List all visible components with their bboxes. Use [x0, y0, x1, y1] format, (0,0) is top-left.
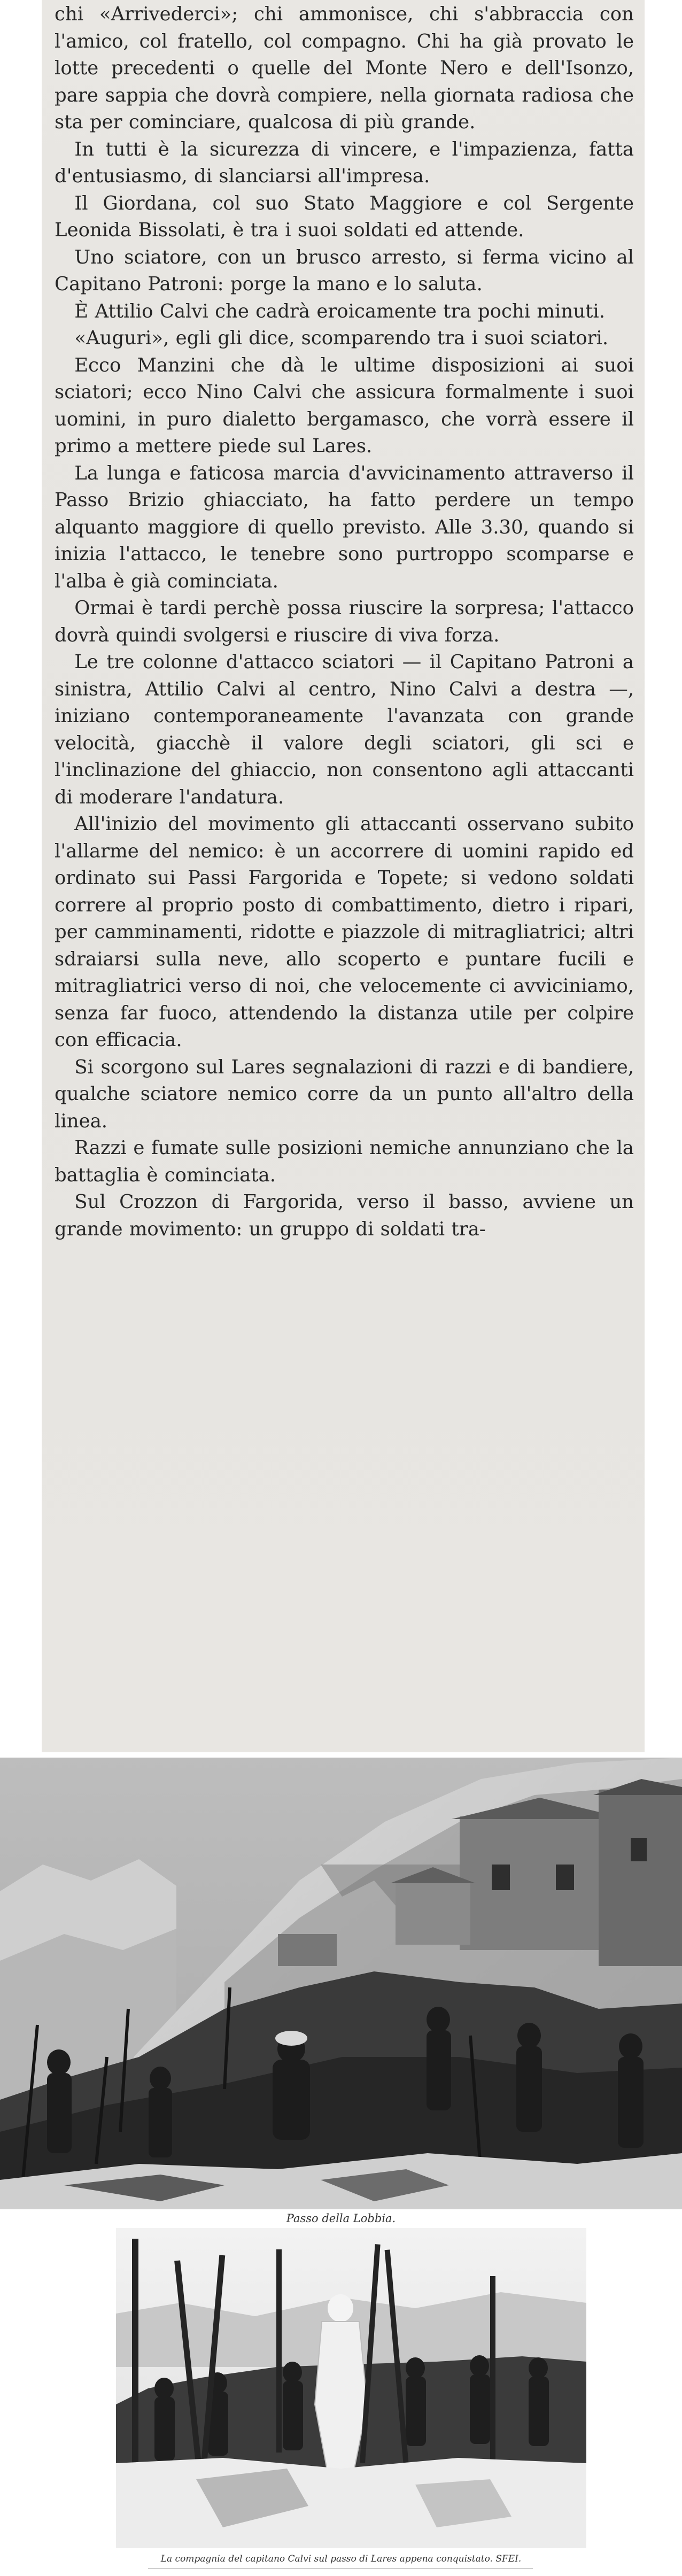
paragraph: All'inizio del movimento gli attaccanti osservano subito l'allarme del nemico: è un accorrere di uomini rapido ed ordinato sui Passi Fargorida e Topete; si vedono soldati correre al proprio posto di combattimento, dietro i ripari, per camminamenti, ridotte e piazzole di mitragliatrici; altri sdraiarsi sulla neve, allo scoperto e puntare fucili e mitragliatrici verso di noi, che velocemente ci avviciniamo, senza far fuoco, attendendo la distanza utile per colpire con efficacia. — [55, 813, 634, 1051]
photo-compagnia-capitano-calvi — [116, 2228, 586, 2548]
photo-1-drawing — [0, 1758, 682, 2209]
scanned-book-page — [42, 0, 645, 1752]
paragraph: Le tre colonne d'attacco sciatori — il Capitano Patroni a sinistra, Attilio Calvi al centro, Nino Calvi a destra —, iniziano contemporaneamente l'avanzata con grande velocità, giacchè il valore degli sciatori, gli sci e l'inclinazione del ghiaccio, non consentono agli attaccanti di moderare l'andatura. — [55, 651, 634, 808]
paragraph: Si scorgono sul Lares segnalazioni di razzi e di bandiere, qualche sciatore nemico corre da un punto all'altro della linea. — [55, 1056, 634, 1132]
paragraph: «Auguri», egli gli dice, scomparendo tra i suoi sciatori. — [74, 327, 609, 349]
paragraph: Ecco Manzini che dà le ultime disposizioni ai suoi sciatori; ecco Nino Calvi che assicura formalmente i suoi uomini, in puro dialetto bergamasco, che vorrà essere il primo a mettere piede sul Lares. — [55, 354, 634, 457]
paragraph: Uno sciatore, con un brusco arresto, si ferma vicino al Capitano Patroni: porge la mano e lo saluta. — [55, 246, 634, 295]
paragraph: Razzi e fumate sulle posizioni nemiche annunziano che la battaglia è cominciata. — [55, 1137, 634, 1186]
paragraph: Sul Crozzon di Fargorida, verso il basso, avviene un grande movimento: un gruppo di soldati tra- — [55, 1191, 634, 1240]
photo-2-drawing — [116, 2228, 586, 2548]
paragraph: chi «Arrivederci»; chi ammonisce, chi s'abbraccia con l'amico, col fratello, col compagno. Chi ha già provato le lotte precedenti o quelle del Monte Nero e dell'Isonzo, pare sappia che dovrà compiere, nella giornata radiosa che sta per cominciare, qualcosa di più grande. — [55, 3, 634, 133]
paragraph: Il Giordana, col suo Stato Maggiore e col Sergente Leonida Bissolati, è tra i suoi soldati ed attende. — [55, 192, 634, 241]
paragraph: La lunga e faticosa marcia d'avvicinamento attraverso il Passo Brizio ghiacciato, ha fatto perdere un tempo alquanto maggiore di quello previsto. Alle 3.30, quando si inizia l'attacco, le tenebre sono purtroppo scomparse e l'alba è già cominciata. — [55, 462, 634, 592]
photo-2-caption: La compagnia del capitano Calvi sul passo di Lares appena conquistato. SFEI. — [160, 2554, 522, 2564]
paragraph: È Attilio Calvi che cadrà eroicamente tra pochi minuti. — [74, 300, 605, 322]
paragraph: Ormai è tardi perchè possa riuscire la sorpresa; l'attacco dovrà quindi svolgersi e riuscire di viva forza. — [55, 597, 634, 646]
photo-passo-della-lobbia — [0, 1758, 682, 2209]
paragraph: In tutti è la sicurezza di vincere, e l'impazienza, fatta d'entusiasmo, di slanciarsi all'impresa. — [55, 138, 634, 187]
photo-1-caption: Passo della Lobbia. — [286, 2212, 396, 2225]
